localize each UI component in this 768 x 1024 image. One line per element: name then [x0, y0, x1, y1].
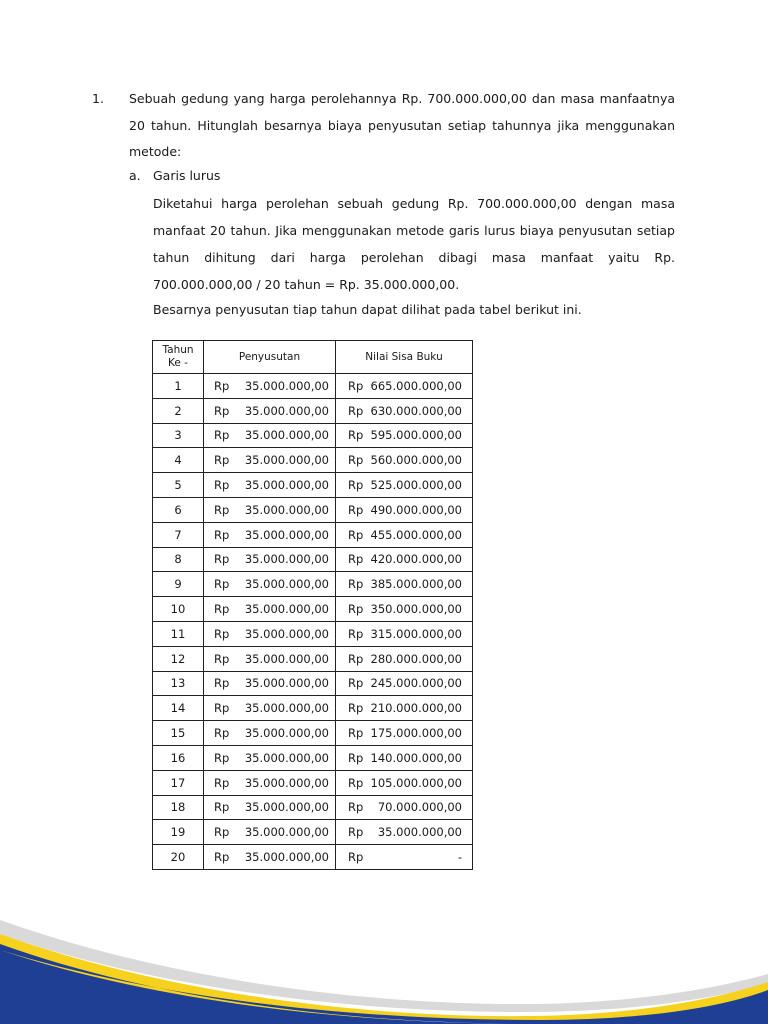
part-a-body	[153, 190, 675, 298]
currency-label: Rp	[348, 775, 364, 790]
table-row	[153, 671, 473, 696]
table-row	[153, 745, 473, 770]
depreciation-value: 35.000.000,00	[244, 726, 329, 741]
currency-label: Rp	[348, 602, 364, 617]
cell-book-value	[336, 597, 473, 622]
currency-label: Rp	[348, 502, 364, 517]
currency-label: Rp	[214, 428, 230, 443]
cell-year: 2	[153, 398, 204, 423]
cell-depreciation	[204, 547, 336, 572]
currency-label: Rp	[214, 527, 230, 542]
cell-year: 5	[153, 473, 204, 498]
currency-label: Rp	[214, 701, 230, 716]
currency-label: Rp	[214, 602, 230, 617]
cell-book-value	[336, 398, 473, 423]
depreciation-value: 35.000.000,00	[244, 602, 329, 617]
table-row	[153, 621, 473, 646]
table-row	[153, 770, 473, 795]
currency-label: Rp	[214, 502, 230, 517]
cell-year: 13	[153, 671, 204, 696]
depreciation-value: 35.000.000,00	[244, 577, 329, 592]
depreciation-value: 35.000.000,00	[244, 428, 329, 443]
book-value: 245.000.000,00	[370, 676, 462, 691]
header-year-label: Tahun Ke -	[162, 344, 194, 369]
cell-depreciation	[204, 671, 336, 696]
currency-label: Rp	[348, 453, 364, 468]
currency-label: Rp	[348, 577, 364, 592]
book-value: 595.000.000,00	[370, 428, 462, 443]
depreciation-value: 35.000.000,00	[244, 850, 329, 865]
book-value: 455.000.000,00	[370, 527, 462, 542]
table-row	[153, 721, 473, 746]
book-value: 70.000.000,00	[377, 800, 462, 815]
book-value: 315.000.000,00	[370, 626, 462, 641]
currency-label: Rp	[348, 651, 364, 666]
depreciation-value: 35.000.000,00	[244, 775, 329, 790]
book-value: 490.000.000,00	[370, 502, 462, 517]
currency-label: Rp	[214, 651, 230, 666]
table-row	[153, 398, 473, 423]
cell-year: 19	[153, 820, 204, 845]
currency-label: Rp	[214, 453, 230, 468]
cell-book-value	[336, 572, 473, 597]
cell-year: 6	[153, 497, 204, 522]
depreciation-value: 35.000.000,00	[244, 527, 329, 542]
book-value: 140.000.000,00	[370, 750, 462, 765]
table-row	[153, 547, 473, 572]
cell-depreciation	[204, 597, 336, 622]
cell-book-value	[336, 547, 473, 572]
cell-depreciation	[204, 621, 336, 646]
depreciation-value: 35.000.000,00	[244, 626, 329, 641]
cell-year: 15	[153, 721, 204, 746]
currency-label: Rp	[214, 750, 230, 765]
book-value: 175.000.000,00	[370, 726, 462, 741]
cell-depreciation	[204, 845, 336, 870]
book-value: 525.000.000,00	[370, 478, 462, 493]
depreciation-value: 35.000.000,00	[244, 502, 329, 517]
table-row	[153, 696, 473, 721]
currency-label: Rp	[214, 850, 230, 865]
table-row	[153, 795, 473, 820]
depreciation-table	[152, 340, 473, 870]
currency-label: Rp	[214, 403, 230, 418]
cell-depreciation	[204, 745, 336, 770]
cell-year: 11	[153, 621, 204, 646]
cell-year: 14	[153, 696, 204, 721]
book-value: 630.000.000,00	[370, 403, 462, 418]
currency-label: Rp	[214, 577, 230, 592]
currency-label: Rp	[214, 800, 230, 815]
cell-depreciation	[204, 398, 336, 423]
part-a-body-text: Diketahui harga perolehan sebuah gedung Rp. 700.000.000,00 dengan masa manfaat 20 tahun. Jika menggunakan metode garis lurus biaya penyusutan setiap tahun dihitung dari harga perolehan dibagi masa manfaat yaitu Rp. 700.000.000,00 / 20 tahun = Rp. 35.000.000,00.	[153, 196, 675, 292]
cell-book-value	[336, 795, 473, 820]
cell-depreciation	[204, 646, 336, 671]
table-row	[153, 820, 473, 845]
table-body	[153, 374, 473, 870]
footer-wave-decoration	[0, 900, 768, 1024]
cell-year: 12	[153, 646, 204, 671]
book-value: 665.000.000,00	[370, 378, 462, 393]
cell-year: 17	[153, 770, 204, 795]
cell-depreciation	[204, 721, 336, 746]
cell-year: 3	[153, 423, 204, 448]
cell-depreciation	[204, 473, 336, 498]
depreciation-value: 35.000.000,00	[244, 552, 329, 567]
currency-label: Rp	[214, 626, 230, 641]
currency-label: Rp	[348, 403, 364, 418]
header-book-value: Nilai Sisa Buku	[336, 341, 473, 374]
table-row	[153, 497, 473, 522]
cell-book-value	[336, 497, 473, 522]
cell-year: 8	[153, 547, 204, 572]
cell-depreciation	[204, 572, 336, 597]
currency-label: Rp	[214, 775, 230, 790]
cell-year: 4	[153, 448, 204, 473]
cell-depreciation	[204, 795, 336, 820]
header-year	[153, 341, 204, 374]
depreciation-value: 35.000.000,00	[244, 651, 329, 666]
depreciation-value: 35.000.000,00	[244, 701, 329, 716]
cell-depreciation	[204, 522, 336, 547]
table-row	[153, 423, 473, 448]
cell-year: 18	[153, 795, 204, 820]
table-row	[153, 374, 473, 399]
depreciation-value: 35.000.000,00	[244, 378, 329, 393]
cell-depreciation	[204, 770, 336, 795]
cell-depreciation	[204, 696, 336, 721]
currency-label: Rp	[214, 478, 230, 493]
question-number: 1.	[92, 91, 104, 106]
cell-year: 7	[153, 522, 204, 547]
currency-label: Rp	[214, 676, 230, 691]
currency-label: Rp	[214, 552, 230, 567]
cell-depreciation	[204, 374, 336, 399]
cell-book-value	[336, 671, 473, 696]
cell-depreciation	[204, 423, 336, 448]
depreciation-value: 35.000.000,00	[244, 453, 329, 468]
part-a-note: Besarnya penyusutan tiap tahun dapat dilihat pada tabel berikut ini.	[153, 302, 582, 317]
book-value: 210.000.000,00	[370, 701, 462, 716]
depreciation-value: 35.000.000,00	[244, 676, 329, 691]
currency-label: Rp	[348, 626, 364, 641]
cell-book-value	[336, 721, 473, 746]
depreciation-value: 35.000.000,00	[244, 478, 329, 493]
cell-year: 9	[153, 572, 204, 597]
table-row	[153, 845, 473, 870]
currency-label: Rp	[348, 552, 364, 567]
currency-label: Rp	[348, 800, 364, 815]
cell-book-value	[336, 621, 473, 646]
currency-label: Rp	[214, 825, 230, 840]
cell-book-value	[336, 745, 473, 770]
book-value: 105.000.000,00	[370, 775, 462, 790]
book-value: 560.000.000,00	[370, 453, 462, 468]
cell-book-value	[336, 845, 473, 870]
cell-book-value	[336, 448, 473, 473]
currency-label: Rp	[348, 726, 364, 741]
currency-label: Rp	[348, 701, 364, 716]
cell-depreciation	[204, 497, 336, 522]
cell-year: 1	[153, 374, 204, 399]
cell-book-value	[336, 770, 473, 795]
book-value: 350.000.000,00	[370, 602, 462, 617]
currency-label: Rp	[214, 726, 230, 741]
cell-year: 16	[153, 745, 204, 770]
depreciation-value: 35.000.000,00	[244, 750, 329, 765]
part-a-letter: a.	[129, 168, 141, 183]
header-depreciation: Penyusutan	[204, 341, 336, 374]
cell-book-value	[336, 522, 473, 547]
currency-label: Rp	[348, 428, 364, 443]
book-value: -	[457, 850, 462, 865]
currency-label: Rp	[348, 676, 364, 691]
currency-label: Rp	[348, 378, 364, 393]
table-row	[153, 646, 473, 671]
table-row	[153, 473, 473, 498]
cell-depreciation	[204, 820, 336, 845]
part-a-title: Garis lurus	[153, 168, 221, 183]
question-text: Sebuah gedung yang harga perolehannya Rp. 700.000.000,00 dan masa manfaatnya 20 tahun. Hitunglah besarnya biaya penyusutan setiap tahunnya jika menggunakan metode:	[129, 91, 675, 159]
cell-book-value	[336, 473, 473, 498]
currency-label: Rp	[348, 850, 364, 865]
cell-book-value	[336, 374, 473, 399]
depreciation-value: 35.000.000,00	[244, 825, 329, 840]
depreciation-value: 35.000.000,00	[244, 403, 329, 418]
cell-year: 20	[153, 845, 204, 870]
book-value: 385.000.000,00	[370, 577, 462, 592]
book-value: 35.000.000,00	[377, 825, 462, 840]
cell-depreciation	[204, 448, 336, 473]
currency-label: Rp	[214, 378, 230, 393]
table-header-row	[153, 341, 473, 374]
currency-label: Rp	[348, 527, 364, 542]
cell-year: 10	[153, 597, 204, 622]
cell-book-value	[336, 820, 473, 845]
cell-book-value	[336, 423, 473, 448]
cell-book-value	[336, 696, 473, 721]
cell-book-value	[336, 646, 473, 671]
table-row	[153, 572, 473, 597]
currency-label: Rp	[348, 478, 364, 493]
depreciation-value: 35.000.000,00	[244, 800, 329, 815]
table-row	[153, 597, 473, 622]
currency-label: Rp	[348, 825, 364, 840]
currency-label: Rp	[348, 750, 364, 765]
table-row	[153, 522, 473, 547]
book-value: 280.000.000,00	[370, 651, 462, 666]
table-row	[153, 448, 473, 473]
book-value: 420.000.000,00	[370, 552, 462, 567]
